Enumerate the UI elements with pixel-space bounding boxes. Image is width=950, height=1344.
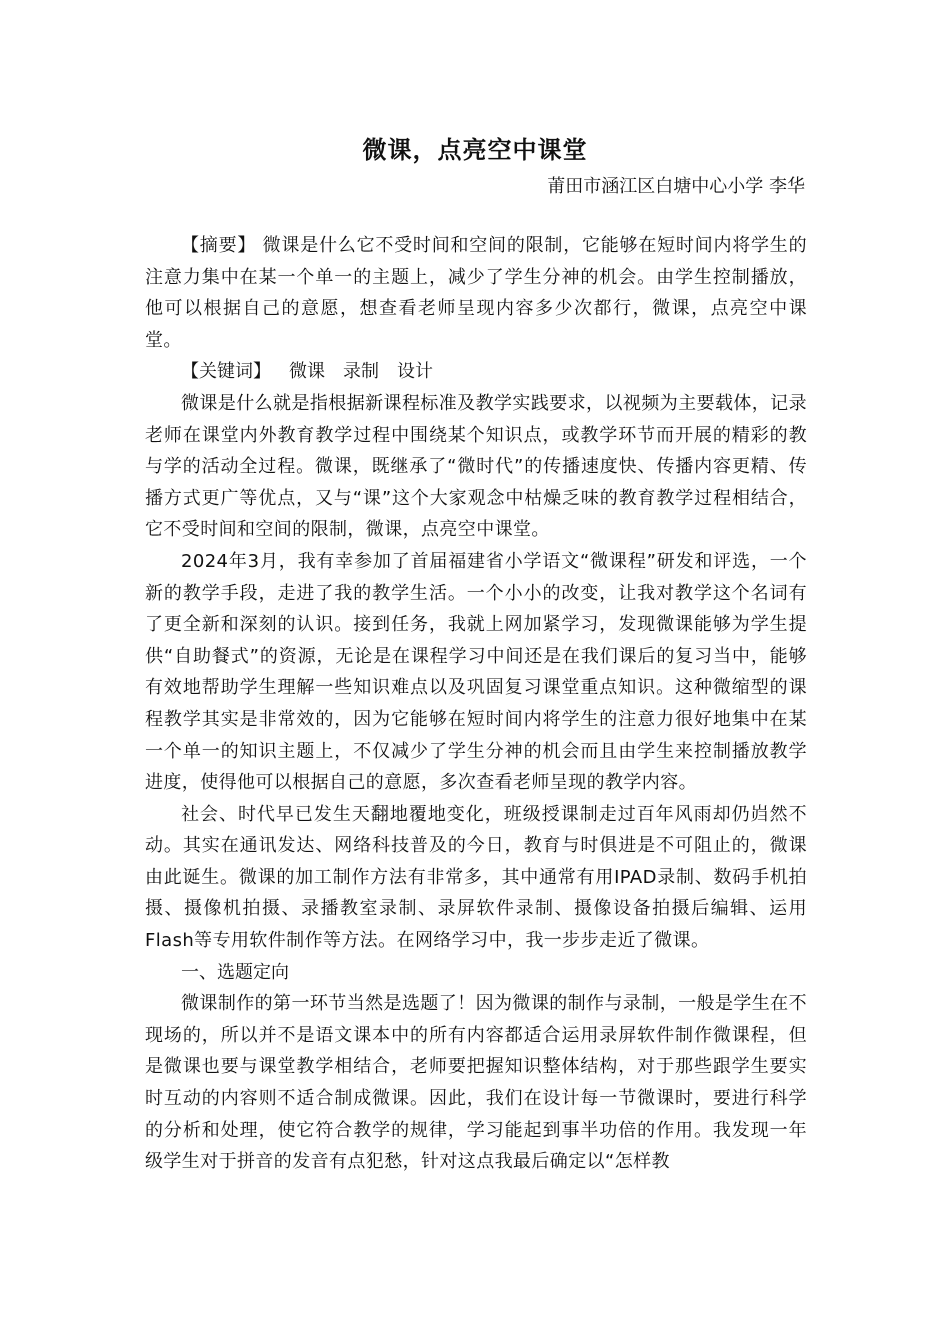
keyword-item: 录制	[343, 361, 379, 383]
body-paragraph: 社会、时代早已发生天翻地覆地变化，班级授课制走过百年风雨却仍岿然不动。其实在通讯发达、网络科技普及的今日，教育与时俱进是不可阻止的，微课由此诞生。微课的加工制作方法有非常多，其中通常有用IPAD录制、数码手机拍摄、摄像机拍摄、录播教室录制、录屏软件录制、摄像设备拍摄后编辑、运用Flash等专用软件制作等方法。在网络学习中，我一步步走近了微课。	[145, 803, 807, 952]
keyword-item: 设计	[397, 361, 433, 383]
keywords-label: 【关键词】	[181, 361, 271, 383]
section-heading: 一、选题定向	[181, 961, 289, 983]
abstract-text: 微课是什么它不受时间和空间的限制，它能够在短时间内将学生的注意力集中在某一个单一的主题上，减少了学生分神的机会。由学生控制播放，他可以根据自己的意愿，想查看老师呈现内容多少次都行，微课，点亮空中课堂。	[145, 235, 807, 351]
body-paragraph: 微课是什么就是指根据新课程标准及教学实践要求，以视频为主要载体，记录老师在课堂内外教育教学过程中围绕某个知识点，或教学环节而开展的精彩的教与学的活动全过程。微课，既继承了“微时代”的传播速度快、传播内容更精、传播方式更广等优点，又与“课”这个大家观念中枯燥乏味的教育教学过程相结合，它不受时间和空间的限制，微课，点亮空中课堂。	[145, 392, 807, 541]
section-paragraph: 微课制作的第一环节当然是选题了！因为微课的制作与录制，一般是学生在不现场的，所以并不是语文课本中的所有内容都适合运用录屏软件制作微课程，但是微课也要与课堂教学相结合，老师要把握知识整体结构，对于那些跟学生要实时互动的内容则不适合制成微课。因此，我们在设计每一节微课时，要进行科学的分析和处理，使它符合教学的规律，学习能起到事半功倍的作用。我发现一年级学生对于拼音的发音有点犯愁，针对这点我最后确定以“怎样教	[145, 993, 807, 1173]
document-body	[145, 230, 807, 1178]
abstract-paragraph	[145, 230, 807, 356]
keywords-line	[145, 356, 807, 388]
keyword-item: 微课	[289, 361, 325, 383]
body-paragraph: 2024年3月，我有幸参加了首届福建省小学语文“微课程”研发和评选，一个新的教学手段，走进了我的教学生活。一个小小的改变，让我对教学这个名词有了更全新和深刻的认识。接到任务，我就上网加紧学习，发现微课能够为学生提供“自助餐式”的资源，无论是在课程学习中间还是在我们课后的复习当中，能够有效地帮助学生理解一些知识难点以及巩固复习课堂重点知识。这种微缩型的课程教学其实是非常效的，因为它能够在短时间内将学生的注意力很好地集中在某一个单一的知识主题上，不仅减少了学生分神的机会而且由学生来控制播放教学进度，使得他可以根据自己的意愿，多次查看老师呈现的教学内容。	[145, 550, 807, 794]
document-title: 微课，点亮空中课堂	[362, 136, 588, 164]
abstract-label: 【摘要】	[181, 235, 257, 256]
document-author: 莆田市涵江区白塘中心小学 李华	[547, 176, 805, 197]
